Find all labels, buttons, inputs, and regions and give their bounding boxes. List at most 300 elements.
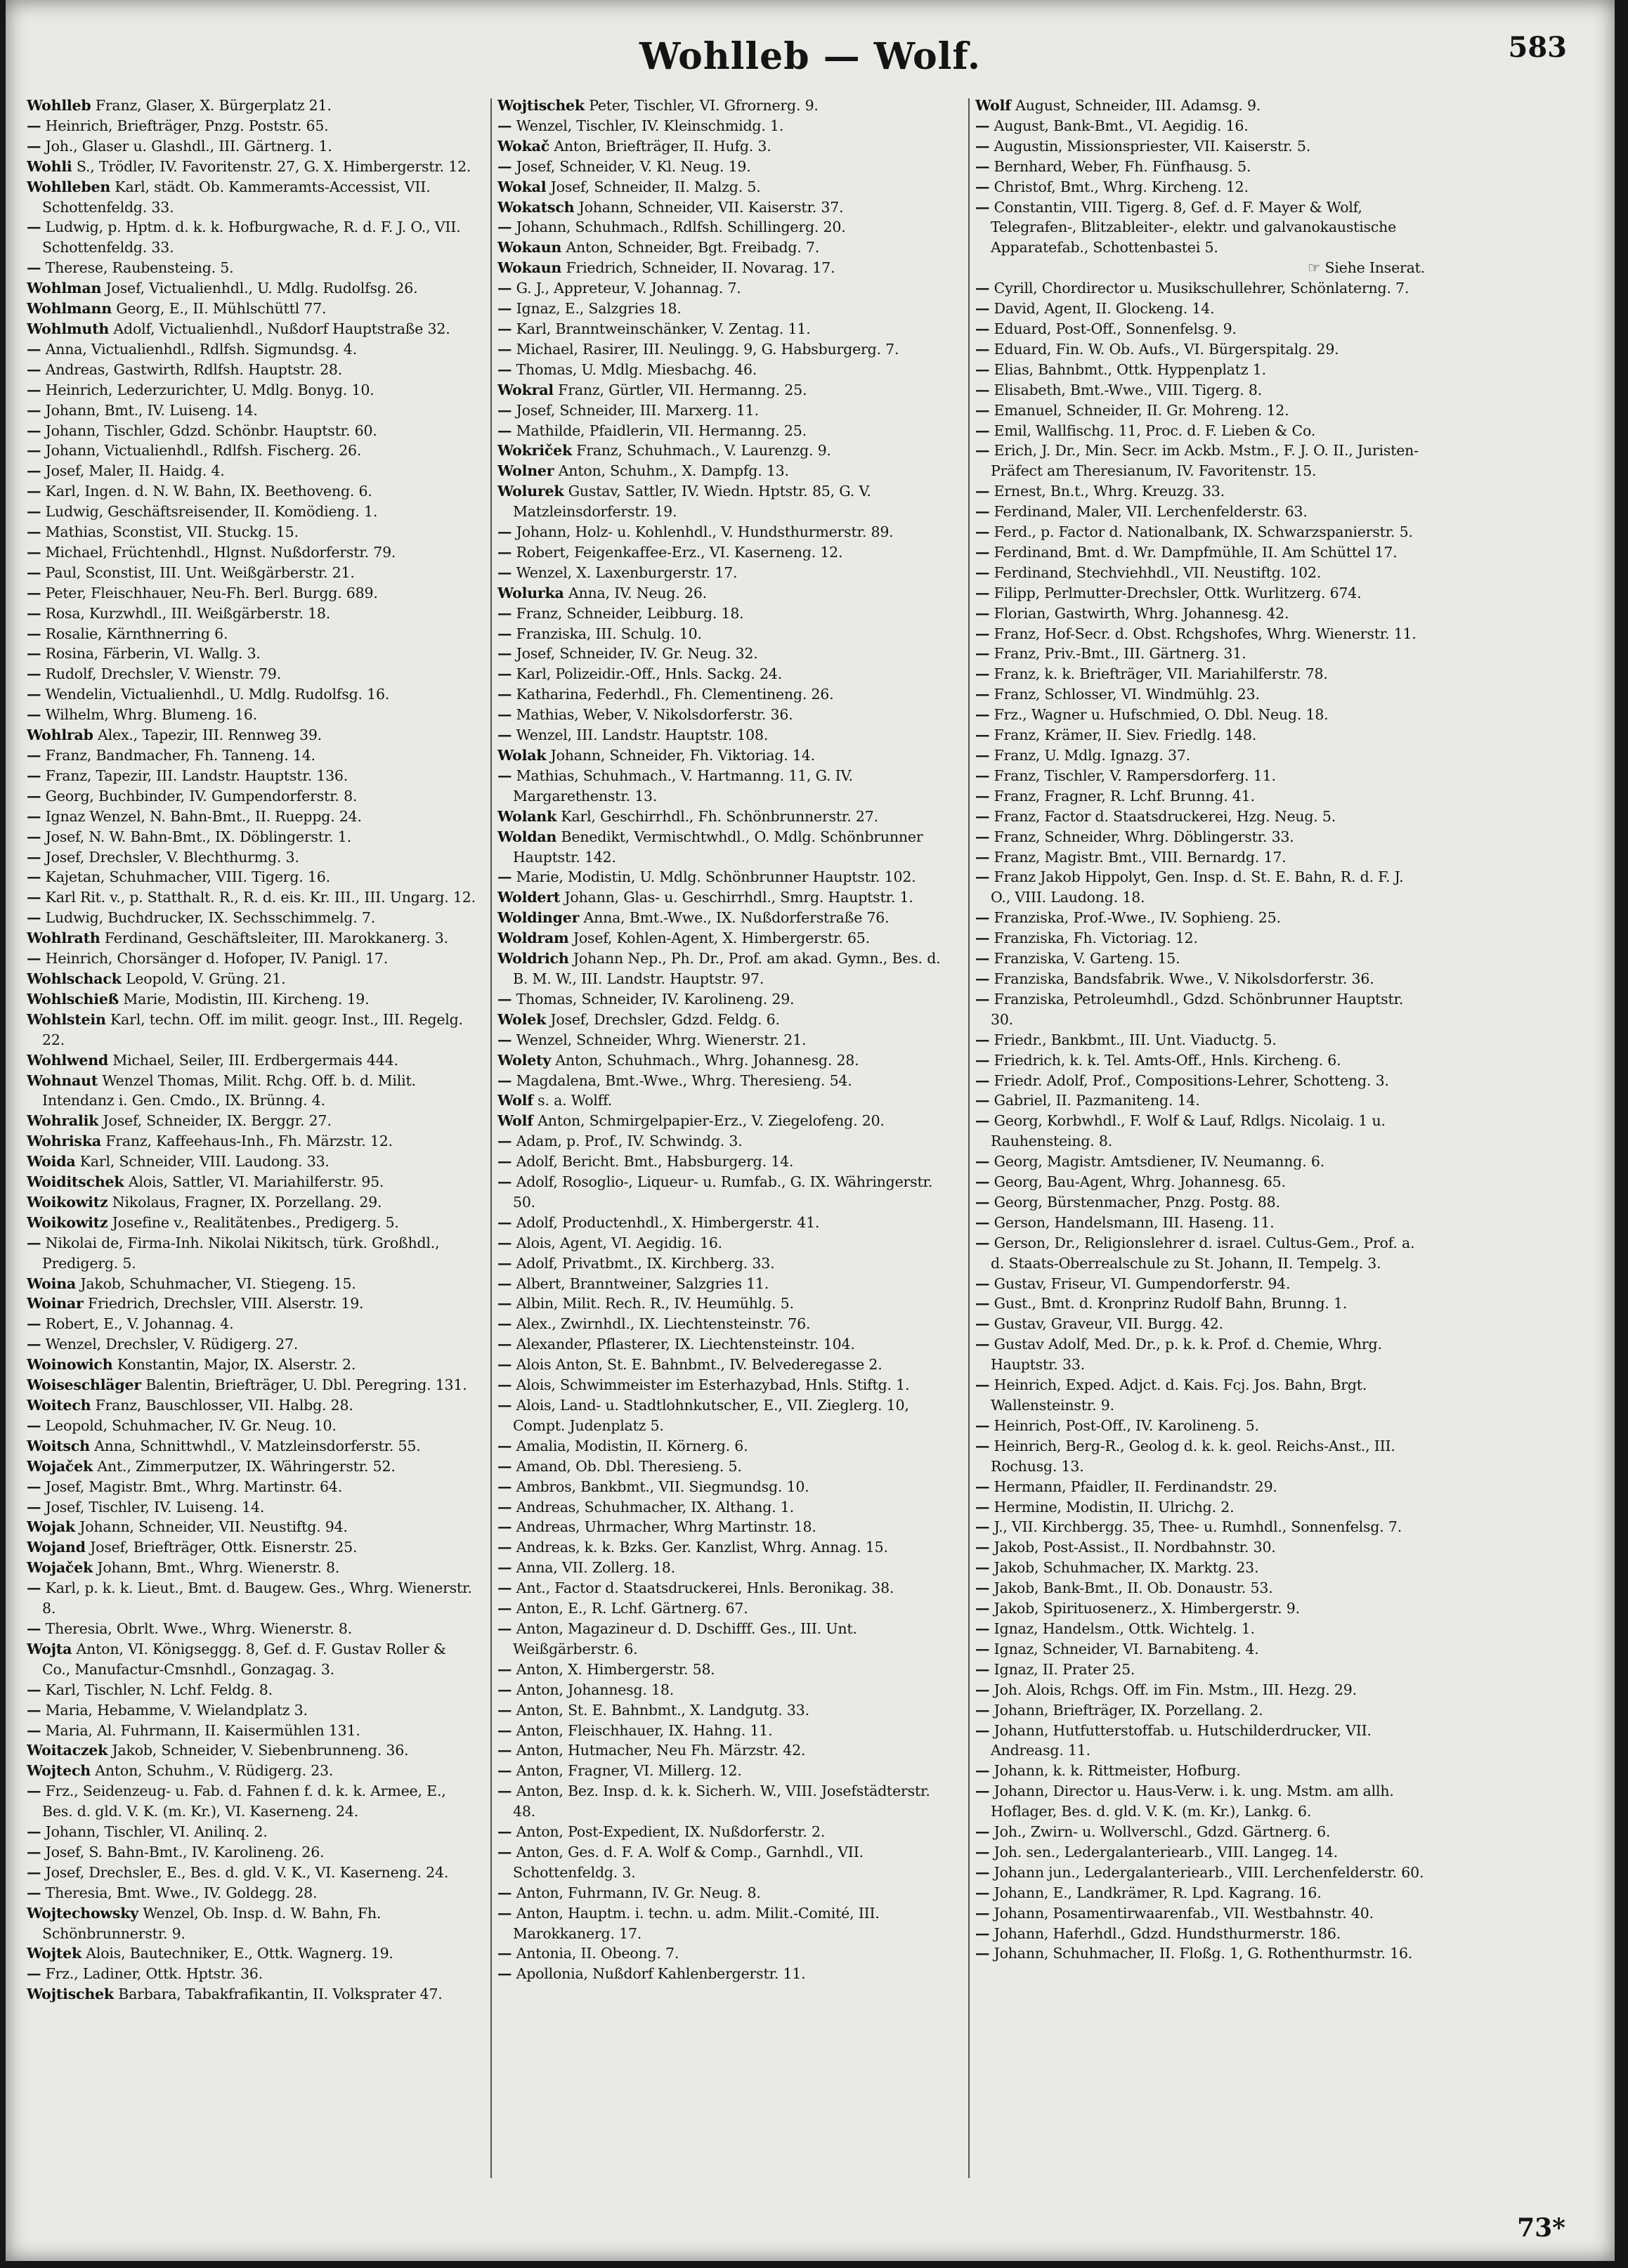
directory-entry [497,177,947,197]
entry-ditto-dash: — [975,1559,990,1577]
directory-entry [497,1578,947,1598]
column-rule [968,98,970,2178]
directory-entry [975,339,1425,360]
entry-ditto-dash: — [497,1254,512,1272]
directory-entry [27,542,476,563]
entry-ditto-dash: — [975,930,990,947]
entry-details: Josef, N. W. Bahn-Bmt., IX. Döblingerstr. 1. [45,828,351,845]
entry-surname: Wokač [497,137,549,155]
entry-ditto-dash: — [975,1498,990,1516]
directory-entry [27,1883,476,1903]
directory-entry [497,1274,947,1294]
entry-details: Nikolai de, Firma-Inh. Nikolai Nikitsch, türk. Großhdl., Predigerg. 5. [42,1234,440,1272]
entry-details: Michael, Rasirer, III. Neulingg. 9, G. Habsburgerg. 7. [516,340,899,358]
entry-ditto-dash: — [27,1721,41,1739]
entry-details: Wenzel, Tischler, IV. Kleinschmidg. 1. [516,117,784,134]
directory-entry [497,1598,947,1619]
entry-ditto-dash: — [975,320,990,337]
entry-ditto-dash: — [27,462,41,480]
entry-surname: Wokral [497,381,554,398]
entry-details: Ferdinand, Bmt. d. Wr. Dampfmühle, II. Am Schüttel 17. [994,543,1398,561]
entry-details: Peter, Fleischhauer, Neu-Fh. Berl. Burgg. 689. [45,584,378,601]
entry-details: Franz, Kaffeehaus-Inh., Fh. Märzstr. 12. [105,1133,393,1150]
entry-ditto-dash: — [975,1904,990,1922]
entry-details: Josefine v., Realitätenbes., Predigerg. 5. [112,1213,399,1231]
entry-details: Balentin, Briefträger, U. Dbl. Peregring. 131. [145,1376,467,1394]
directory-entry [975,1334,1425,1375]
directory-entry [27,1010,476,1050]
entry-details: Johann, Schneider, Fh. Viktoriag. 14. [550,747,815,764]
entry-ditto-dash: — [975,604,990,622]
directory-entry [497,96,947,116]
entry-ditto-dash: — [497,1336,512,1353]
entry-ditto-dash: — [497,1275,512,1292]
entry-ditto-dash: — [497,868,512,886]
entry-surname: Woitsch [27,1437,90,1454]
entry-details: Johann, Schneider, VII. Kaiserstr. 37. [578,198,844,216]
entry-ditto-dash: — [27,665,41,683]
entry-details: Augustin, Missionspriester, VII. Kaiserstr. 5. [994,137,1311,155]
entry-surname: Woitaczek [27,1742,108,1759]
entry-ditto-dash: — [975,767,990,784]
entry-details: Frz., Wagner u. Hufschmied, O. Dbl. Neug. 18. [994,706,1329,724]
directory-entry [497,157,947,177]
page-number: 583 [1508,31,1567,64]
entry-details: Alois Anton, St. E. Bahnbmt., IV. Belvederegasse 2. [516,1356,883,1374]
directory-entry [497,604,947,624]
entry-details: Maria, Hebamme, V. Wielandplatz 3. [45,1701,308,1719]
entry-ditto-dash: — [497,1660,512,1678]
directory-entry [27,461,476,481]
entry-details: Ambros, Bankbmt., VII. Siegmundsg. 10. [516,1478,809,1495]
entry-surname: Wojaček [27,1457,93,1475]
directory-entry [27,1943,476,1964]
entry-details: Frz., Seidenzeug- u. Fab. d. Fahnen f. d. k. k. Armee, E., Bes. d. gld. V. K. (m. Kr.), VI. Kaserneng. 24. [42,1783,446,1820]
entry-surname: Wohriska [27,1133,101,1150]
directory-entry [497,867,947,887]
entry-details: Ludwig, Geschäftsreisender, II. Komödieng. 1. [45,503,378,521]
directory-entry [27,887,476,908]
entry-details: Franziska, Fh. Victoriag. 12. [994,930,1198,947]
entry-ditto-dash: — [27,1823,41,1841]
entry-surname: Woldert [497,889,561,906]
entry-ditto-dash: — [975,1783,990,1800]
directory-entry [497,1233,947,1253]
entry-details: Alois, Sattler, VI. Mariahilferstr. 95. [128,1173,384,1191]
entry-details: Albert, Branntweiner, Salzgries 11. [516,1275,769,1292]
entry-details: Wenzel, Schneider, Whrg. Wienerstr. 21. [516,1031,807,1048]
directory-entry [975,1172,1425,1192]
directory-entry [27,1172,476,1192]
directory-entry [27,1964,476,1984]
entry-details: Friedrich, Schneider, II. Novarag. 17. [566,259,835,277]
entry-ditto-dash: — [975,117,990,134]
directory-entry [497,1395,947,1436]
entry-details: Anton, X. Himbergerstr. 58. [516,1660,715,1678]
entry-details: Barbara, Tabakfrafikantin, II. Volksprater 47. [118,1986,443,2003]
directory-entry [975,157,1425,177]
entry-details: Peter, Tischler, VI. Gfrornerg. 9. [589,97,819,114]
entry-details: Mathias, Weber, V. Nikolsdorferstr. 36. [516,706,793,724]
directory-entry [975,684,1425,705]
entry-details: Karl Rit. v., p. Statthalt. R., R. d. eis. Kr. III., III. Ungarg. 12. [45,889,476,906]
directory-entry [975,583,1425,604]
entry-ditto-dash: — [497,1315,512,1333]
entry-details: Franziska, Petroleumhdl., Gdzd. Schönbrunner Hauptstr. 30. [991,990,1404,1028]
entry-ditto-dash: — [975,1336,990,1353]
entry-details: Johann, Schneider, VII. Neustiftg. 94. [79,1518,348,1536]
directory-entry [497,684,947,705]
entry-ditto-dash: — [497,706,512,724]
directory-entry [497,664,947,684]
entry-ditto-dash: — [497,1397,512,1414]
directory-entry [975,1436,1425,1477]
directory-entry [27,1395,476,1416]
entry-details: Franz, Bandmacher, Fh. Tanneng. 14. [45,747,315,764]
entry-details: Karl, Branntweinschänker, V. Zentag. 11. [516,320,811,337]
entry-surname: Wojtech [27,1762,91,1780]
directory-entry [497,278,947,299]
entry-details: Johann, Bmt., Whrg. Wienerstr. 8. [97,1559,340,1577]
directory-entry [975,1293,1425,1314]
entry-ditto-dash: — [27,523,41,541]
directory-entry [27,299,476,319]
entry-details: Anna, Bmt.-Wwe., IX. Nußdorferstraße 76. [583,909,890,927]
entry-details: Johann, k. k. Rittmeister, Hofburg. [994,1762,1241,1780]
entry-details: Rosalie, Kärnthnerring 6. [45,625,228,642]
entry-ditto-dash: — [975,1579,990,1597]
directory-entry [27,1740,476,1761]
directory-entry [975,786,1425,807]
entry-details: Hermann, Pfaidler, II. Ferdinandstr. 29. [994,1478,1277,1495]
entry-details: S., Trödler, IV. Favoritenstr. 27, G. X. Himbergerstr. 12. [76,157,471,175]
entry-details: Andreas, Schuhmacher, IX. Althang. 1. [516,1498,794,1516]
entry-ditto-dash: — [975,360,990,378]
directory-entry [497,1517,947,1537]
directory-entry [497,217,947,237]
directory-entry [975,807,1425,827]
entry-surname: Woina [27,1275,76,1292]
entry-ditto-dash: — [975,137,990,155]
entry-details: Jakob, Spirituosenerz., X. Himbergerstr. 9. [994,1600,1300,1617]
directory-entry [975,1416,1425,1436]
entry-details: Friedrich, k. k. Tel. Amts-Off., Hnls. Kircheng. 6. [994,1051,1341,1069]
entry-ditto-dash: — [975,381,990,398]
entry-surname: Woiseschläger [27,1376,141,1394]
directory-entry [27,177,476,218]
entry-surname: Wolek [497,1010,547,1028]
entry-details: Anna, Victualienhdl., Rdlfsh. Sigmundsg. 4. [45,340,357,358]
entry-ditto-dash: — [27,604,41,622]
directory-entry [27,278,476,299]
entry-surname: Wohnaut [27,1071,98,1089]
directory-entry [975,1842,1425,1863]
directory-entry [27,1152,476,1172]
directory-page [6,0,1615,2261]
entry-ditto-dash: — [975,422,990,439]
directory-entry [975,745,1425,766]
entry-details: Josef, Kohlen-Agent, X. Himbergerstr. 65. [573,930,870,947]
entry-ditto-dash: — [27,706,41,724]
entry-details: Ignaz, E., Salzgries 18. [516,300,682,318]
directory-entry [975,299,1425,319]
entry-ditto-dash: — [975,747,990,764]
directory-entry [27,1984,476,2005]
entry-details: Wenzel, Ob. Insp. d. W. Bahn, Fh. Schönbrunnerstr. 9. [42,1904,382,1942]
directory-entry [497,1822,947,1842]
entry-ditto-dash: — [975,909,990,927]
directory-entry [975,116,1425,136]
entry-details: J., VII. Kirchbergg. 35, Thee- u. Rumhdl., Sonnenfelsg. 7. [994,1518,1402,1536]
entry-details: Andreas, Gastwirth, Rdlfsh. Hauptstr. 28. [45,360,343,378]
entry-ditto-dash: — [497,1600,512,1617]
entry-surname: Woinar [27,1295,84,1312]
directory-entry [27,1436,476,1456]
entry-details: Josef, Briefträger, Ottk. Eisnerstr. 25. [90,1539,358,1556]
entry-details: Benedikt, Vermischtwhdl., O. Mdlg. Schönbrunner Hauptstr. 142. [513,828,923,866]
entry-details: Ignaz Wenzel, N. Bahn-Bmt., II. Rueppg. 24. [45,807,362,825]
entry-details: Georg, E., II. Mühlschüttl 77. [116,300,327,318]
entry-details: Maria, Al. Fuhrmann, II. Kaisermühlen 131. [45,1721,360,1739]
entry-details: Joh., Zwirn- u. Wollverschl., Gdzd. Gärtnerg. 6. [994,1823,1331,1841]
entry-details: Johann, Victualienhdl., Rdlfsh. Fischerg. 26. [45,442,362,460]
entry-details: Franz, U. Mdlg. Ignazg. 37. [994,747,1190,764]
directory-entry [975,1598,1425,1619]
entry-ditto-dash: — [27,381,41,398]
entry-ditto-dash: — [497,1783,512,1800]
directory-entry [497,725,947,745]
entry-ditto-dash: — [975,1539,990,1556]
entry-ditto-dash: — [27,1965,41,1983]
entry-details: Therese, Raubensteing. 5. [45,259,234,277]
directory-entry [975,1558,1425,1578]
directory-entry [27,624,476,644]
directory-entry [497,1111,947,1131]
directory-entry [975,604,1425,624]
directory-entry [975,1578,1425,1598]
entry-ditto-dash: — [27,645,41,663]
directory-entry [975,563,1425,583]
entry-details: Ignaz, II. Prater 25. [994,1660,1135,1678]
directory-entry [975,1152,1425,1172]
directory-entry [497,1334,947,1355]
entry-surname: Wohlrab [27,726,93,744]
entry-details: Robert, Feigenkaffee-Erz., VI. Kaserneng. 12. [516,543,843,561]
directory-entry [497,542,947,563]
directory-entry [27,847,476,868]
entry-ditto-dash: — [27,868,41,886]
entry-ditto-dash: — [27,767,41,784]
entry-ditto-dash: — [497,280,512,297]
entry-surname: Wolf [975,97,1011,114]
entry-details: Anton, Magazineur d. D. Dschifff. Ges., III. Unt. Weißgärberstr. 6. [513,1619,857,1657]
entry-details: Joh. Alois, Rchgs. Off. im Fin. Mstm., III. Hezg. 29. [994,1681,1357,1698]
entry-surname: Wojtek [27,1945,82,1962]
entry-details: Anton, E., R. Lchf. Gärtnerg. 67. [516,1600,748,1617]
entry-details: Gustav, Graveur, VII. Burgg. 42. [994,1315,1223,1333]
entry-details: Rosa, Kurzwhdl., III. Weißgärberstr. 18. [45,604,331,622]
entry-ditto-dash: — [27,219,41,236]
entry-details: Anton, Fragner, VI. Millerg. 12. [516,1762,742,1780]
directory-entry [497,461,947,481]
entry-ditto-dash: — [27,117,41,134]
entry-ditto-dash: — [975,950,990,967]
directory-entry [497,1842,947,1883]
directory-entry [27,563,476,583]
entry-surname: Wokaun [497,259,562,277]
entry-details: Katharina, Federhdl., Fh. Clementineng. 26. [516,686,834,703]
entry-details: Johann, Holz- u. Kohlenhdl., V. Hundsthurmerstr. 89. [516,523,894,541]
directory-entry [27,1355,476,1375]
entry-details: Georg, Magistr. Amtsdiener, IV. Neumanng. 6. [994,1153,1325,1171]
entry-details: Bernhard, Weber, Fh. Fünfhausg. 5. [994,157,1251,175]
directory-entry [497,1375,947,1395]
entry-surname: Wolank [497,807,557,825]
directory-entry [975,1314,1425,1334]
entry-ditto-dash: — [975,563,990,581]
entry-details: Georg, Korbwhdl., F. Wolf & Lauf, Rdlgs. Nicolaig. 1 u. Rauhensteing. 8. [991,1112,1386,1150]
entry-ditto-dash: — [975,1721,990,1739]
entry-ditto-dash: — [975,665,990,683]
entry-surname: Wojta [27,1640,72,1657]
directory-entry [975,1517,1425,1537]
directory-entry [27,1842,476,1863]
directory-entry [27,136,476,157]
entry-ditto-dash: — [975,300,990,318]
entry-details: Emanuel, Schneider, II. Gr. Mohreng. 12. [994,401,1289,419]
directory-entry [497,522,947,542]
directory-entry [497,299,947,319]
directory-entry [27,1274,476,1294]
entry-surname: Wojaček [27,1559,93,1577]
entry-details: Johann, Briefträger, IX. Porzellang. 2. [994,1701,1263,1719]
entry-details: Adolf, Rosoglio-, Liqueur- u. Rumfab., G. IX. Währingerstr. 50. [513,1173,933,1211]
entry-details: Adam, p. Prof., IV. Schwindg. 3. [516,1133,743,1150]
entry-details: Rosina, Färberin, VI. Wallg. 3. [45,645,261,663]
entry-details: Nikolaus, Fragner, IX. Porzellang. 29. [112,1193,382,1211]
entry-ditto-dash: — [975,198,990,216]
directory-entry [497,949,947,989]
entry-surname: Wolf [497,1112,533,1130]
directory-entry [975,664,1425,684]
entry-details: Josef, Drechsler, E., Bes. d. gld. V. K., VI. Kaserneng. 24. [45,1863,449,1881]
entry-ditto-dash: — [975,178,990,195]
directory-entry [497,481,947,522]
directory-entry [975,1111,1425,1152]
directory-entry [497,380,947,400]
entry-ditto-dash: — [975,1681,990,1698]
entry-details: Alexander, Pflasterer, IX. Liechtensteinstr. 104. [516,1336,855,1353]
directory-entry [975,705,1425,725]
entry-details: Joh. sen., Ledergalanteriearb., VIII. Langeg. 14. [994,1843,1338,1860]
entry-details: Andreas, k. k. Bzks. Ger. Kanzlist, Whrg. Annag. 15. [516,1539,888,1556]
directory-entry [27,725,476,745]
directory-entry [975,1924,1425,1944]
entry-details: Johann, E., Landkrämer, R. Lpd. Kagrang. 16. [994,1884,1322,1901]
directory-entry [975,542,1425,563]
entry-ditto-dash: — [27,584,41,601]
entry-details: Johann, Glas- u. Geschirrhdl., Smrg. Hauptstr. 1. [564,889,913,906]
entry-ditto-dash: — [497,1823,512,1841]
directory-entry [27,421,476,441]
entry-details: Anna, IV. Neug. 26. [568,584,707,601]
entry-surname: Woiditschek [27,1173,124,1191]
directory-entry [497,1071,947,1091]
entry-details: Marie, Modistin, U. Mdlg. Schönbrunner Hauptstr. 102. [516,868,916,886]
directory-entry [497,1456,947,1477]
directory-entry [975,400,1425,421]
entry-details: Ludwig, Buchdrucker, IX. Sechsschimmelg. 7. [45,909,376,927]
entry-details: Anton, Hauptm. i. techn. u. adm. Milit.-Comité, III. Marokkanerg. 17. [513,1904,880,1942]
entry-surname: Wojak [27,1518,75,1536]
directory-entry [27,96,476,116]
entry-details: Erich, J. Dr., Min. Secr. im Ackb. Mstm., F. J. O. II., Juristen-Präfect am Theresianum, IV. Favoritenstr. 15. [991,442,1419,480]
entry-ditto-dash: — [975,1884,990,1901]
entry-details: Florian, Gastwirth, Whrg. Johannesg. 42. [994,604,1289,622]
entry-details: Jakob, Schneider, V. Siebenbrunneng. 36. [112,1742,409,1759]
entry-ditto-dash: — [975,787,990,804]
directory-entry [975,258,1425,278]
entry-surname: Wokatsch [497,198,575,216]
entry-ditto-dash: — [27,442,41,460]
directory-entry [27,1781,476,1822]
entry-ditto-dash: — [497,1437,512,1454]
entry-details: Johann, Schuhmach., Rdlfsh. Schillingerg. 20. [516,219,846,236]
directory-entry [975,1497,1425,1518]
column-3 [975,96,1425,1964]
entry-ditto-dash: — [975,1478,990,1495]
entry-ditto-dash: — [497,1213,512,1231]
directory-entry [497,1619,947,1660]
directory-entry [27,1213,476,1233]
entry-ditto-dash: — [975,1071,990,1089]
directory-entry [497,1721,947,1741]
entry-details: Karl, Tischler, N. Lchf. Feldg. 8. [45,1681,273,1698]
entry-details: Josef, Schneider, IX. Berggr. 27. [103,1112,332,1130]
entry-ditto-dash: — [497,157,512,175]
directory-entry [27,1578,476,1619]
directory-entry [27,1375,476,1395]
entry-ditto-dash: — [975,1051,990,1069]
entry-details: Franz, Schlosser, VI. Windmühlg. 23. [994,686,1260,703]
directory-entry [497,766,947,807]
entry-ditto-dash: — [975,1518,990,1536]
entry-details: Johann, Posamentirwaarenfab., VII. Westbahnstr. 40. [994,1904,1374,1922]
directory-entry [975,949,1425,969]
directory-entry [497,400,947,421]
entry-ditto-dash: — [975,1619,990,1637]
entry-details: Theresia, Obrlt. Wwe., Whrg. Wienerstr. 8. [45,1619,353,1637]
entry-details: Franz, Hof-Secr. d. Obst. Rchgshofes, Whrg. Wienerstr. 11. [994,625,1417,642]
entry-ditto-dash: — [975,828,990,845]
entry-details: Franz, Bauschlosser, VII. Halbg. 28. [95,1397,353,1414]
entry-ditto-dash: — [497,990,512,1008]
entry-details: Amalia, Modistin, II. Körnerg. 6. [516,1437,748,1454]
directory-entry [975,1213,1425,1233]
directory-entry [27,989,476,1010]
directory-entry [27,827,476,847]
entry-ditto-dash: — [497,320,512,337]
entry-ditto-dash: — [975,706,990,724]
directory-entry [27,1903,476,1944]
entry-ditto-dash: — [27,950,41,967]
entry-details: Josef, Maler, II. Haidg. 4. [45,462,225,480]
directory-entry [975,827,1425,847]
entry-ditto-dash: — [975,503,990,521]
directory-entry [975,1639,1425,1660]
entry-ditto-dash: — [27,1681,41,1698]
entry-ditto-dash: — [975,1315,990,1333]
